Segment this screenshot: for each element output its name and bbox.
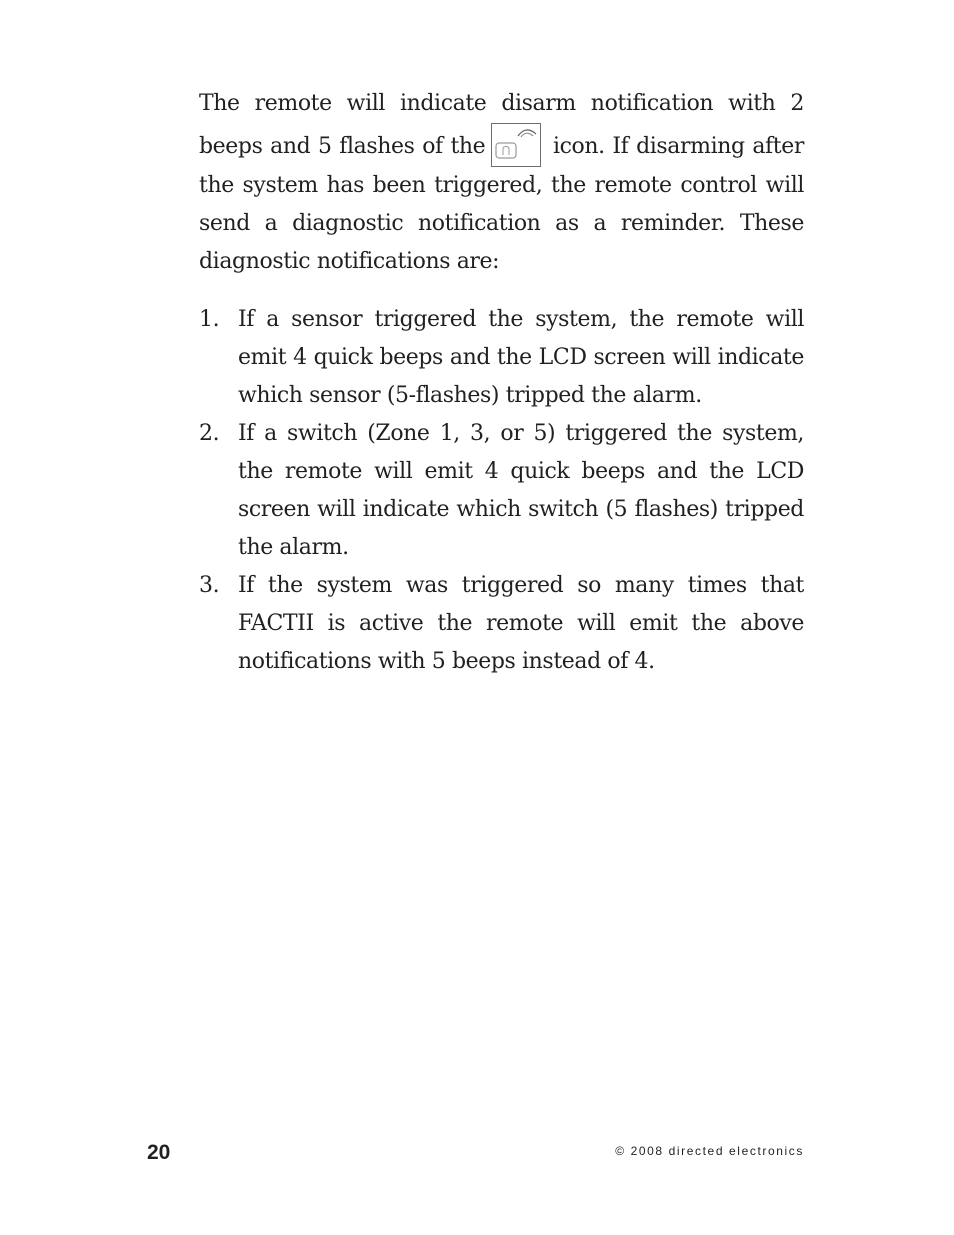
unlock-padlock-graphic <box>492 124 540 166</box>
body-content <box>199 85 804 681</box>
list-item-text: If a switch (Zone 1, 3, or 5) triggered the system, the remote will emit 4 quick beeps and the LCD screen will indicate which switch (5 flashes) tripped the alarm. <box>238 421 804 560</box>
list-item-number: 2. <box>199 421 220 446</box>
intro-paragraph <box>199 85 804 281</box>
unlock-padlock-icon <box>491 123 541 167</box>
list-item-number: 3. <box>199 573 220 598</box>
list-item-text: If a sensor triggered the system, the remote will emit 4 quick beeps and the LCD screen will indicate which sensor (5-flashes) tripped the alarm. <box>238 307 804 408</box>
intro-text-part1: The remote will indicate disarm notification with 2 beeps and 5 flashes of the <box>199 91 804 159</box>
list-item <box>199 415 804 567</box>
list-item-text: If the system was triggered so many times that FACTII is active the remote will emit the above notifications with 5 beeps instead of 4. <box>238 573 804 674</box>
list-item <box>199 567 804 681</box>
copyright-notice: © 2008 directed electronics <box>615 1144 804 1158</box>
diagnostic-notification-list <box>199 301 804 681</box>
page-number: 20 <box>147 1141 171 1164</box>
list-item <box>199 301 804 415</box>
intro-text-part2: icon. If disarming after the system has been triggered, the remote control will send a diagnostic notification as a reminder. These diagnostic notifications are: <box>199 134 804 274</box>
list-item-number: 1. <box>199 307 220 332</box>
